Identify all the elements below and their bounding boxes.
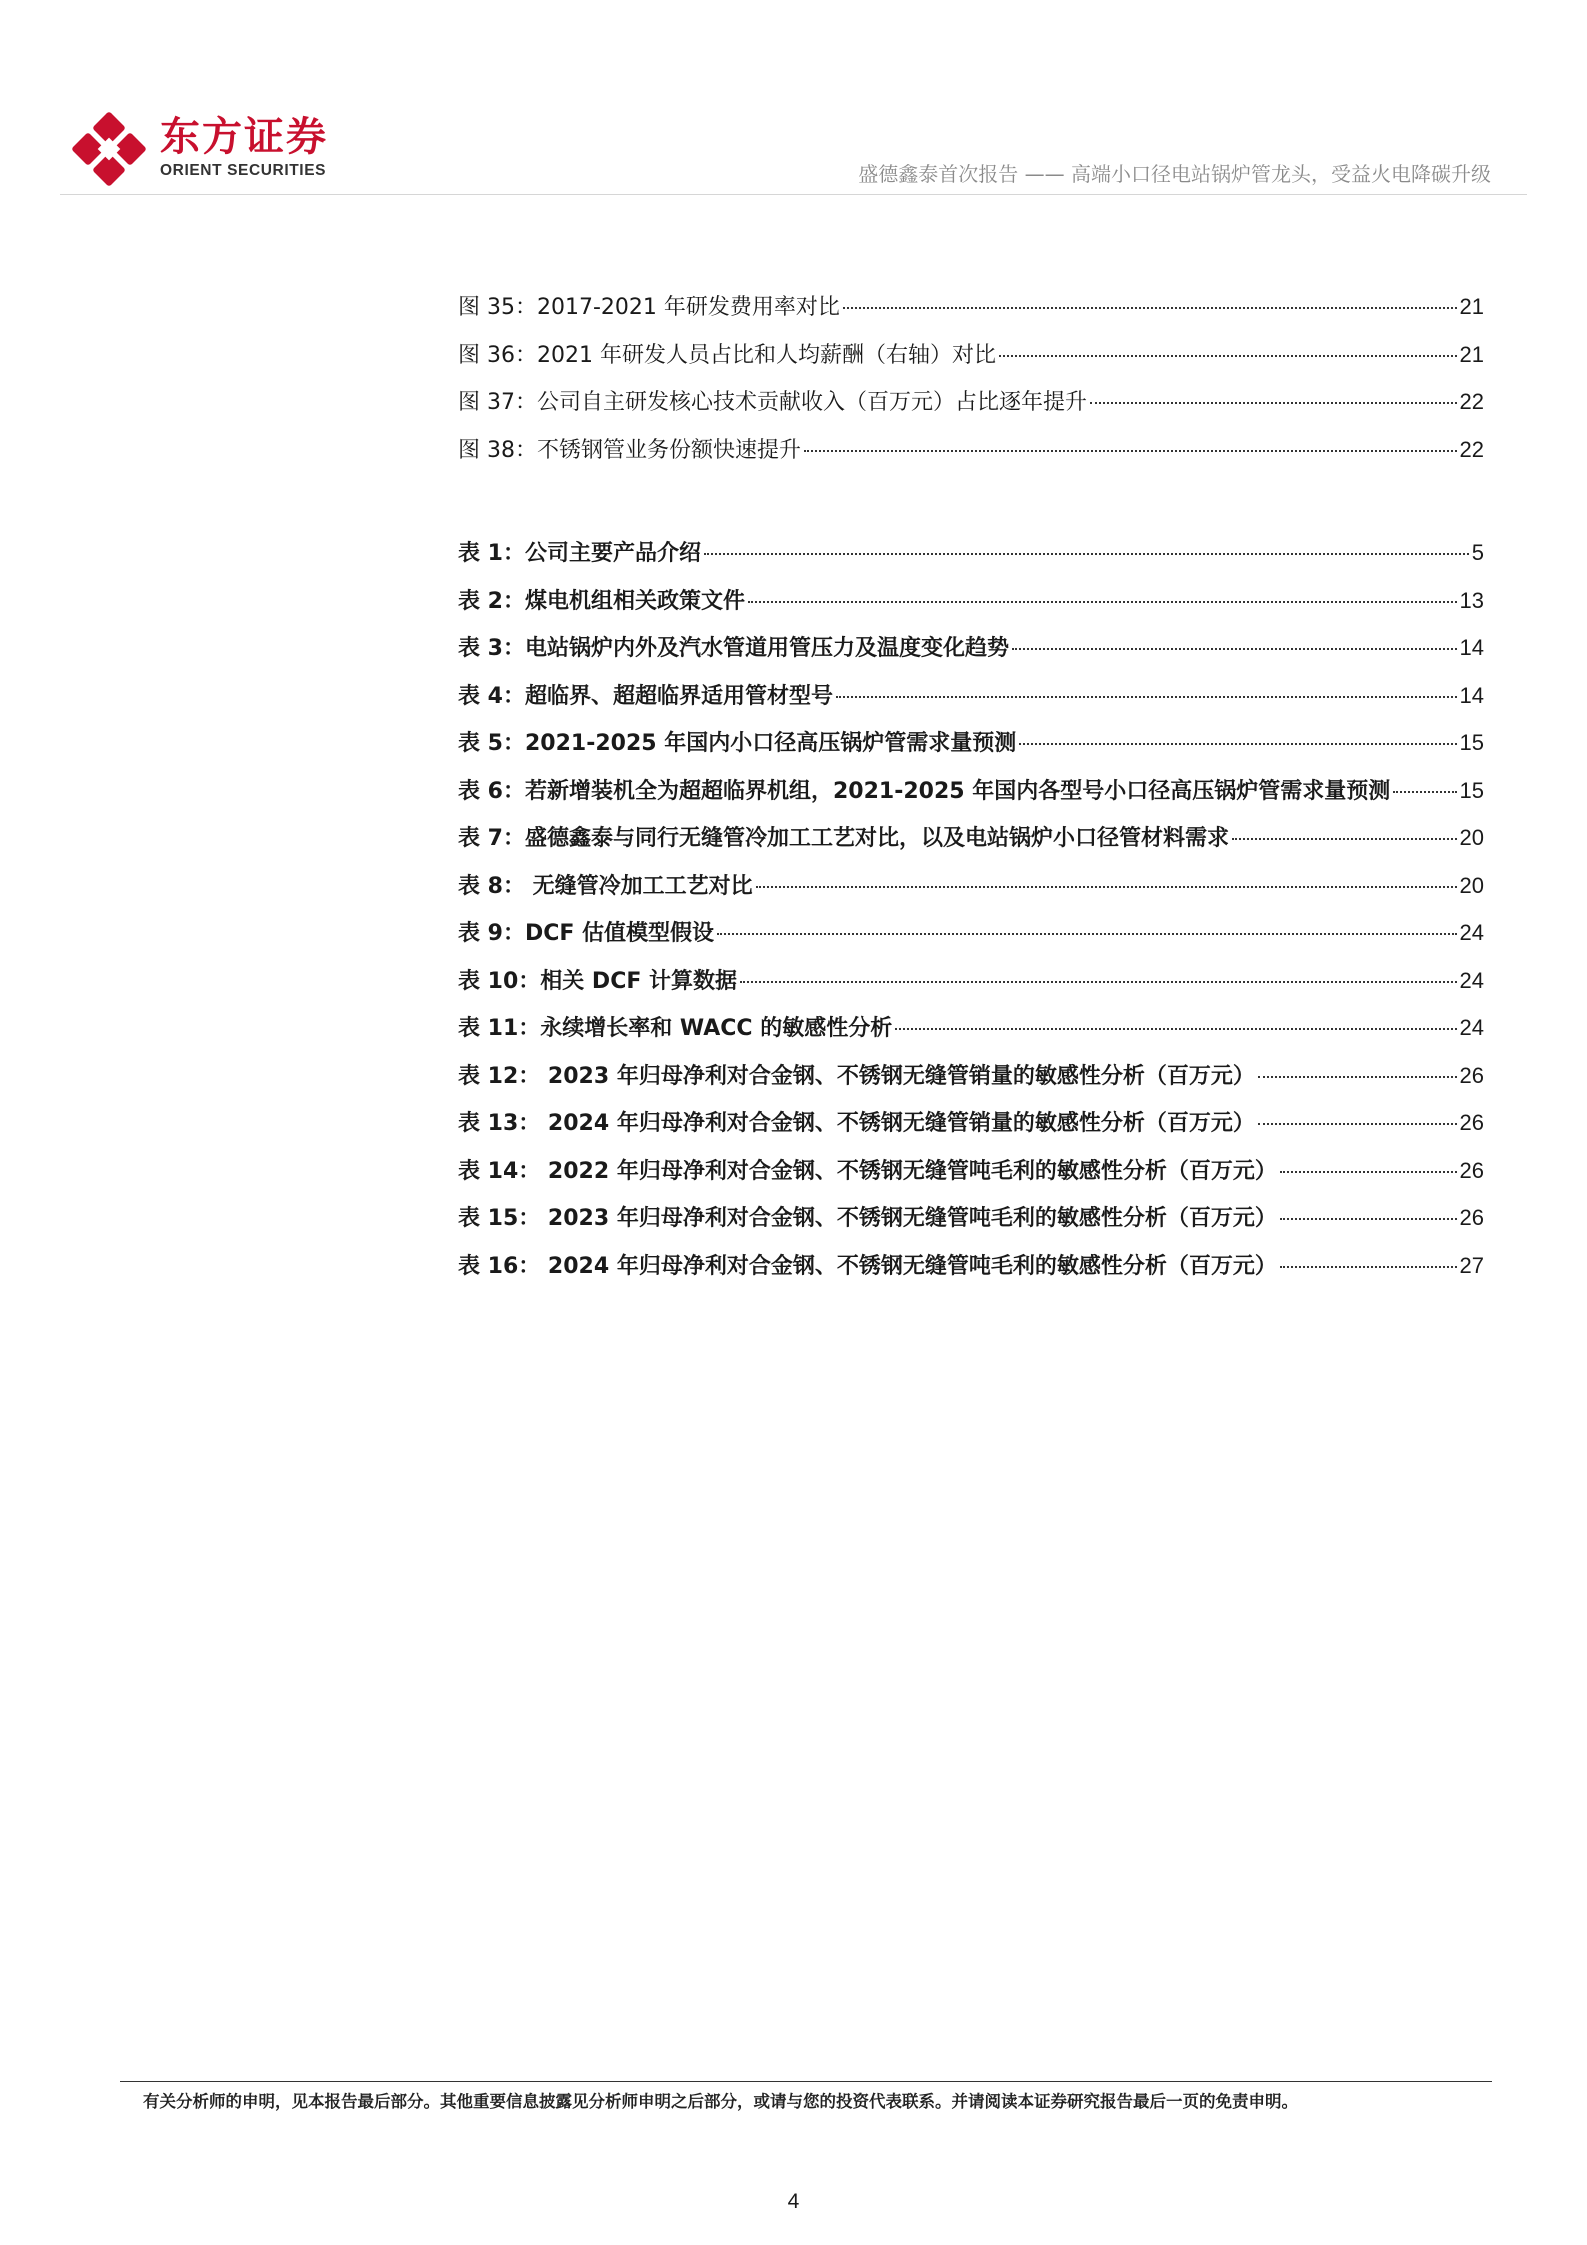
footer-divider: [120, 2081, 1492, 2082]
toc-page-number: 26: [1459, 1110, 1484, 1135]
dot-leader: [704, 553, 1469, 555]
toc-page-number: 13: [1459, 587, 1484, 613]
header-divider: [60, 194, 1527, 195]
table-toc-entry[interactable]: [458, 1106, 1484, 1154]
dot-leader: [1393, 791, 1456, 793]
dot-leader: [740, 981, 1456, 983]
table-toc-entry[interactable]: [458, 1249, 1484, 1297]
toc-page-number: 14: [1459, 635, 1484, 660]
figure-toc-entry[interactable]: [458, 385, 1484, 433]
toc-page-number: 20: [1459, 872, 1484, 898]
toc-entry-label: 表 9：DCF 估值模型假设: [458, 921, 715, 946]
dot-leader: [1280, 1171, 1457, 1173]
toc-entry-label: 表 5：2021-2025 年国内小口径高压锅炉管需求量预测: [458, 731, 1017, 756]
table-toc-entry[interactable]: [458, 536, 1484, 584]
toc-page-number: 22: [1459, 389, 1484, 414]
footer-disclaimer: 有关分析师的申明，见本报告最后部分。其他重要信息披露见分析师申明之后部分，或请与您的投资代表联系。并请阅读本证券研究报告最后一页的免责申明。: [143, 2092, 1298, 2111]
toc-page-number: 27: [1459, 1252, 1484, 1278]
toc-page-number: 5: [1471, 540, 1484, 565]
dot-leader: [1012, 648, 1457, 650]
table-toc-entry[interactable]: [458, 1011, 1484, 1059]
dot-leader: [1019, 743, 1456, 745]
table-toc-entry[interactable]: [458, 1201, 1484, 1249]
table-list: [458, 536, 1484, 1296]
toc-page-number: 15: [1459, 777, 1484, 803]
dot-leader: [717, 933, 1456, 935]
toc-entry-label: 表 15： 2023 年归母净利对合金钢、不锈钢无缝管吨毛利的敏感性分析（百万元）: [458, 1206, 1277, 1231]
table-toc-entry[interactable]: [458, 726, 1484, 774]
dot-leader: [895, 1028, 1456, 1030]
dot-leader: [1258, 1076, 1457, 1078]
table-toc-entry[interactable]: [458, 916, 1484, 964]
dot-leader: [999, 355, 1457, 357]
figure-toc-entry[interactable]: [458, 290, 1484, 338]
toc-entry-label: 表 4：超临界、超超临界适用管材型号: [458, 683, 833, 709]
toc-entry-label: 图 38：不锈钢管业务份额快速提升: [458, 437, 801, 463]
dot-leader: [1090, 402, 1457, 404]
dot-leader: [1258, 1123, 1457, 1125]
logo-chinese-name: 东方证券: [160, 114, 328, 160]
toc-page-number: 21: [1459, 341, 1484, 367]
figure-toc-entry[interactable]: [458, 338, 1484, 386]
table-toc-entry[interactable]: [458, 964, 1484, 1012]
toc-page-number: 24: [1459, 967, 1484, 993]
table-toc-entry[interactable]: [458, 821, 1484, 869]
toc-page-number: 14: [1459, 682, 1484, 708]
table-toc-entry[interactable]: [458, 774, 1484, 822]
dot-leader: [1232, 838, 1457, 840]
toc-page-number: 26: [1459, 1157, 1484, 1183]
report-header-title: 盛德鑫泰首次报告 —— 高端小口径电站锅炉管龙头，受益火电降碳升级: [858, 162, 1491, 186]
dot-leader: [1280, 1266, 1457, 1268]
dot-leader: [748, 601, 1457, 603]
dot-leader: [843, 307, 1457, 309]
toc-entry-label: 表 8： 无缝管冷加工工艺对比: [458, 873, 753, 899]
toc-entry-label: 图 37：公司自主研发核心技术贡献收入（百万元）占比逐年提升: [458, 390, 1087, 415]
toc-entry-label: 表 6：若新增装机全为超超临界机组，2021-2025 年国内各型号小口径高压锅炉管需求量预测: [458, 778, 1391, 804]
toc-entry-label: 表 16： 2024 年归母净利对合金钢、不锈钢无缝管吨毛利的敏感性分析（百万元）: [458, 1253, 1277, 1279]
figure-toc-entry[interactable]: [458, 433, 1484, 481]
dot-leader: [1280, 1218, 1457, 1220]
table-toc-entry[interactable]: [458, 679, 1484, 727]
orient-logo-icon: [72, 112, 146, 186]
table-toc-entry[interactable]: [458, 631, 1484, 679]
dot-leader: [836, 696, 1457, 698]
dot-leader: [804, 450, 1457, 452]
figure-list: [458, 290, 1484, 480]
toc-page-number: 26: [1459, 1062, 1484, 1088]
toc-entry-label: 表 12： 2023 年归母净利对合金钢、不锈钢无缝管销量的敏感性分析（百万元）: [458, 1063, 1255, 1089]
orient-securities-logo: [72, 112, 342, 186]
table-toc-entry[interactable]: [458, 584, 1484, 632]
toc-entry-label: 表 11：永续增长率和 WACC 的敏感性分析: [458, 1016, 893, 1041]
toc-entry-label: 图 36：2021 年研发人员占比和人均薪酬（右轴）对比: [458, 342, 996, 368]
toc-page-number: 20: [1459, 825, 1484, 850]
toc-entry-label: 表 7：盛德鑫泰与同行无缝管冷加工工艺对比，以及电站锅炉小口径管材料需求: [458, 826, 1229, 851]
toc-entry-label: 表 3：电站锅炉内外及汽水管道用管压力及温度变化趋势: [458, 636, 1009, 661]
toc-entry-label: 表 13： 2024 年归母净利对合金钢、不锈钢无缝管销量的敏感性分析（百万元）: [458, 1111, 1255, 1136]
toc-entry-label: 表 2：煤电机组相关政策文件: [458, 588, 745, 614]
table-toc-entry[interactable]: [458, 1059, 1484, 1107]
toc-page-number: 21: [1459, 294, 1484, 319]
toc-page-number: 22: [1459, 436, 1484, 462]
toc-entry-label: 表 1：公司主要产品介绍: [458, 541, 701, 566]
toc-page-number: 15: [1459, 730, 1484, 755]
table-toc-entry[interactable]: [458, 1154, 1484, 1202]
toc-page-number: 24: [1459, 920, 1484, 945]
page-number: 4: [787, 2190, 800, 2213]
toc-entry-label: 图 35：2017-2021 年研发费用率对比: [458, 295, 840, 320]
dot-leader: [756, 886, 1457, 888]
toc-entry-label: 表 14： 2022 年归母净利对合金钢、不锈钢无缝管吨毛利的敏感性分析（百万元）: [458, 1158, 1277, 1184]
toc-page-number: 26: [1459, 1205, 1484, 1230]
table-toc-entry[interactable]: [458, 869, 1484, 917]
toc-page-number: 24: [1459, 1015, 1484, 1040]
logo-english-name: ORIENT SECURITIES: [160, 162, 327, 179]
toc-entry-label: 表 10：相关 DCF 计算数据: [458, 968, 738, 994]
